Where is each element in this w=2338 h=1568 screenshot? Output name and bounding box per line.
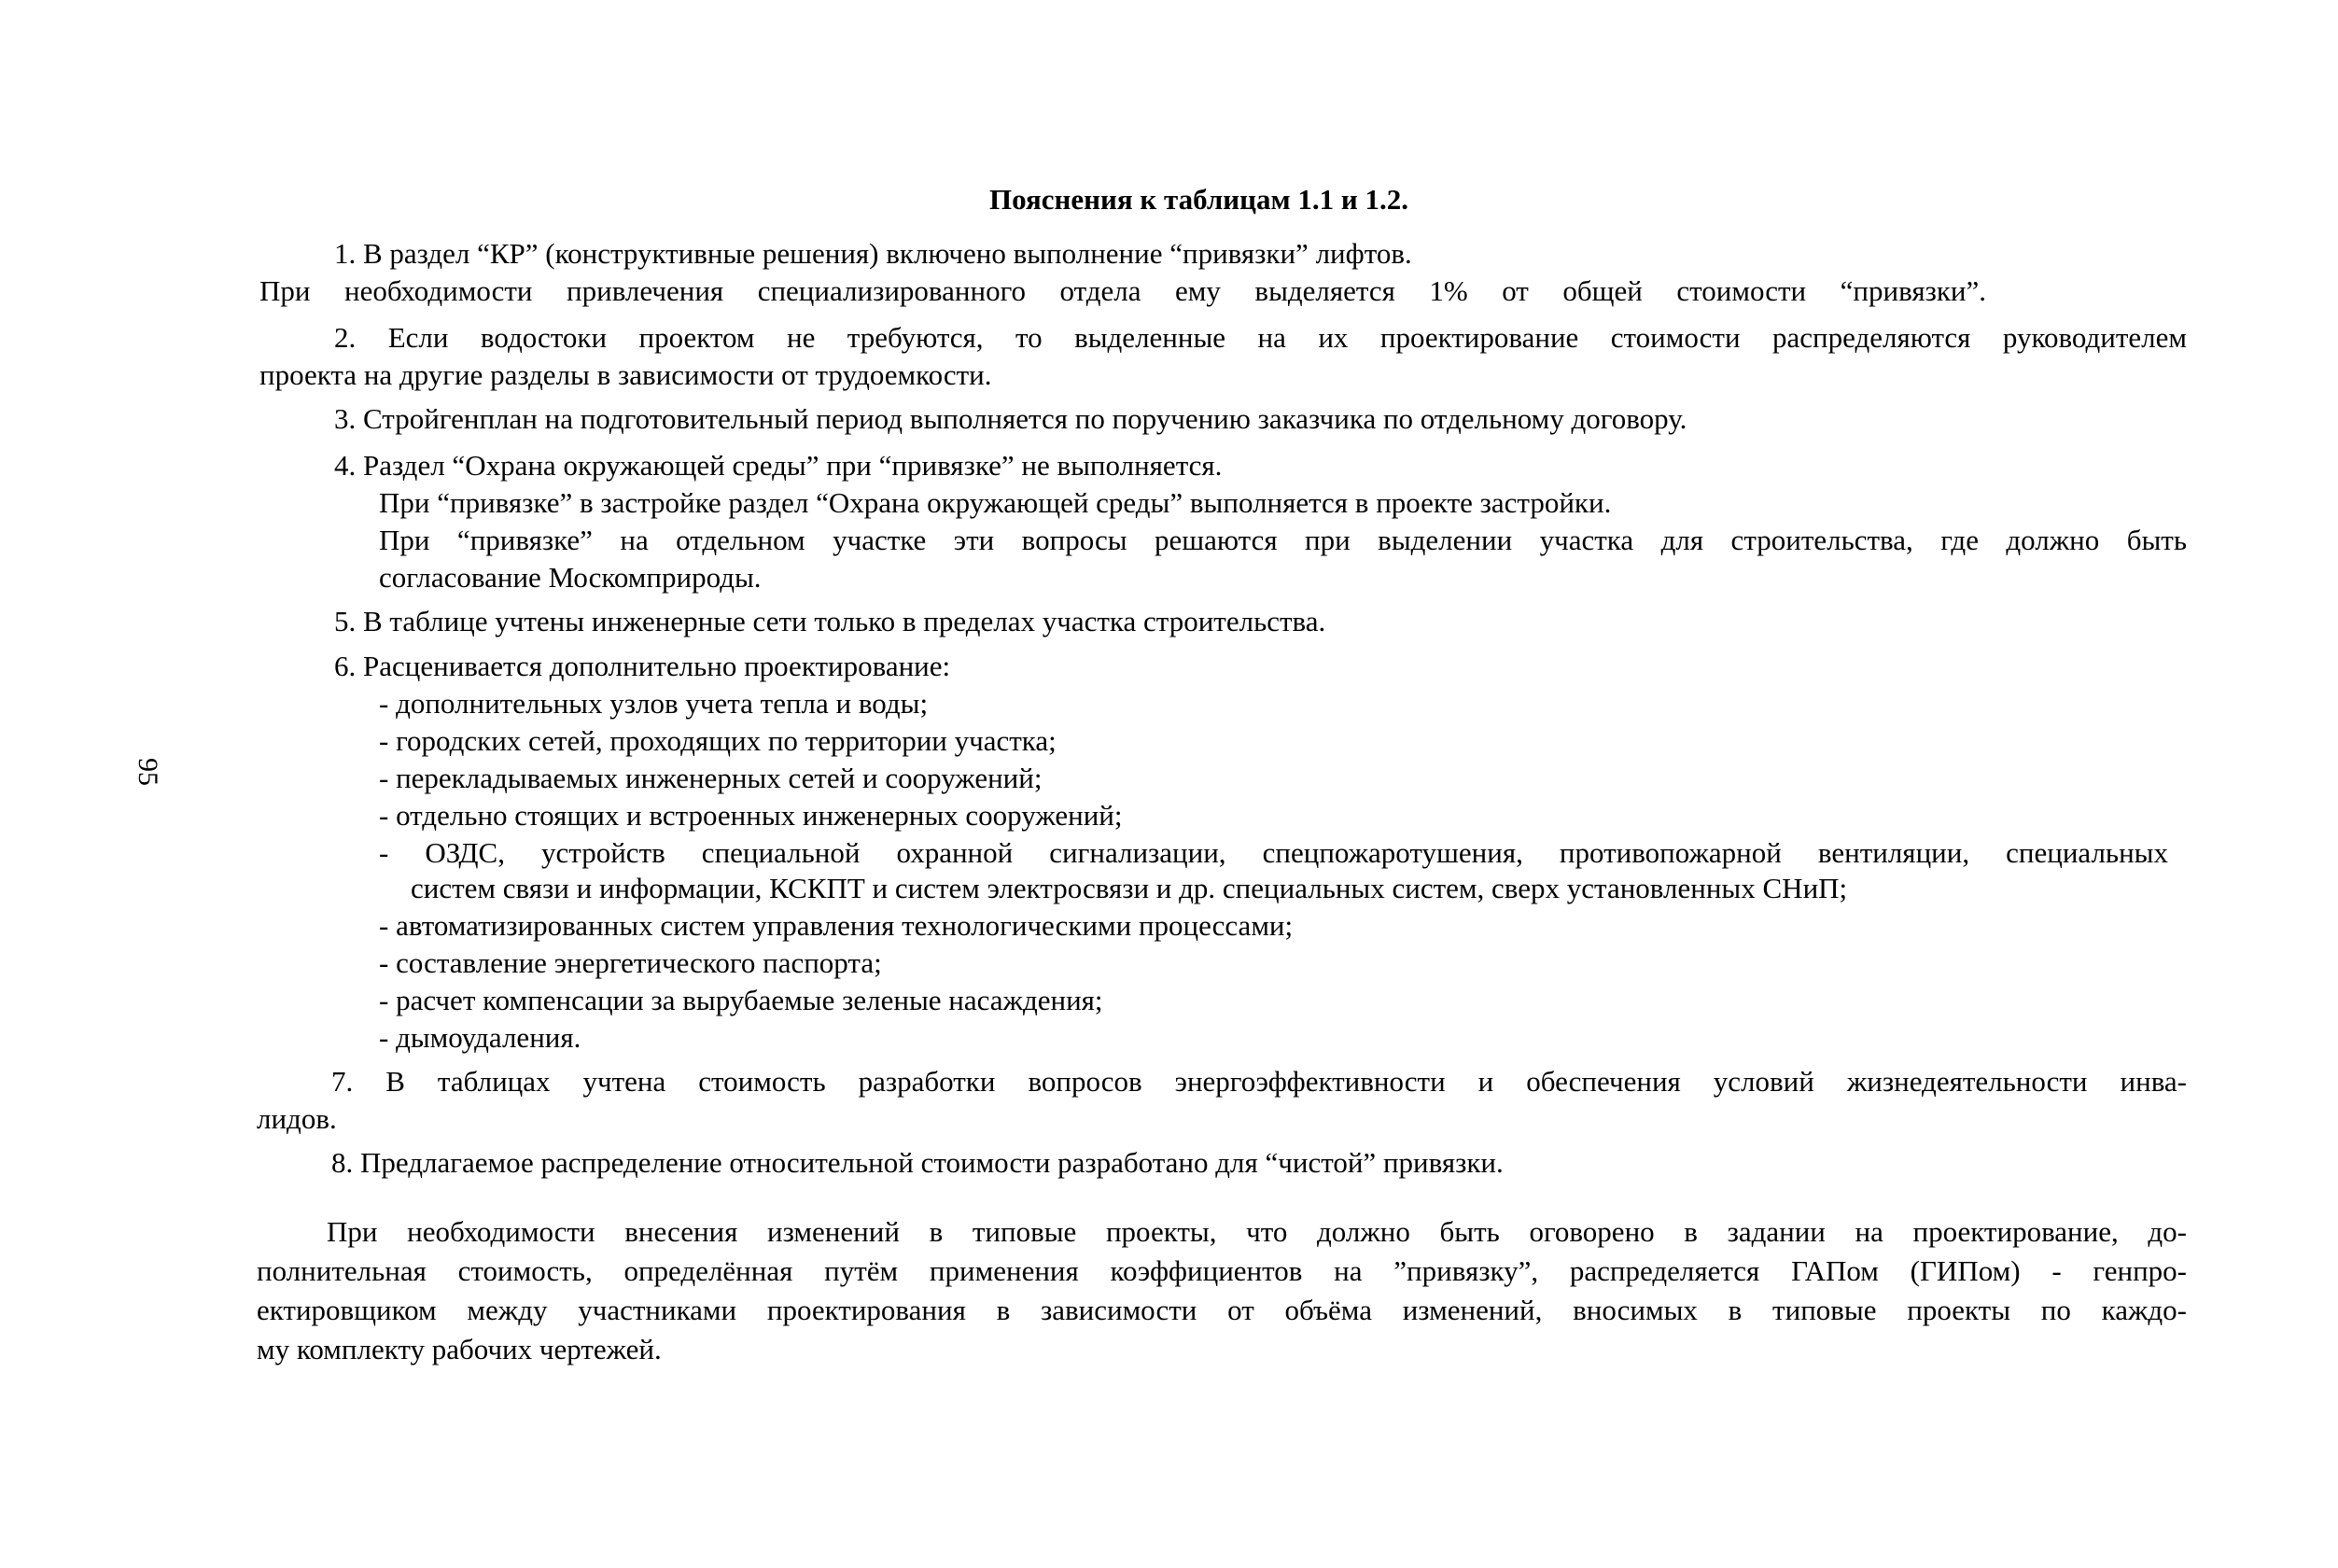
note-6-item: - дополнительных узлов учета тепла и воды; — [379, 687, 929, 720]
note-6-item: - отдельно стоящих и встроенных инженерных сооружений; — [379, 799, 1123, 832]
note-6-item: - автоматизированных систем управления технологическими процессами; — [379, 909, 1294, 942]
page-title: Пояснения к таблицам 1.1 и 1.2. — [989, 183, 1408, 216]
page-number: 95 — [133, 758, 163, 786]
note-1-line-2: При необходимости привлечения специализированного отдела ему выделяется 1% от общей стоимости “привязки”. — [259, 274, 1986, 307]
note-4-line-3: При “привязке” на отдельном участке эти вопросы решаются при выделении участка для строительства, где должно быть — [379, 524, 2187, 556]
note-1-line-1: 1. В раздел “КР” (конструктивные решения) включено выполнение “привязки” лифтов. — [334, 237, 1412, 270]
note-7-line-2: лидов. — [257, 1102, 337, 1135]
note-2-line-2: проекта на другие разделы в зависимости от трудоемкости. — [259, 358, 992, 391]
note-4-line-4: согласование Москомприроды. — [379, 561, 762, 594]
note-6-item: - городских сетей, проходящих по территории участка; — [379, 724, 1057, 757]
note-6-item-continued: систем связи и информации, КСКПТ и систем электросвязи и др. специальных систем, сверх установленных СНиП; — [411, 872, 1848, 904]
note-8: 8. Предлагаемое распределение относительной стоимости разработано для “чистой” привязки. — [331, 1146, 1504, 1179]
note-5: 5. В таблице учтены инженерные сети только в пределах участка строительства. — [334, 605, 1326, 637]
note-3: 3. Стройгенплан на подготовительный период выполняется по поручению заказчика по отдельному договору. — [334, 402, 1687, 435]
note-6-item: - ОЗДС, устройств специальной охранной сигнализации, спецпожаротушения, противопожарной вентиляции, специальных — [379, 836, 2168, 869]
note-4-line-1: 4. Раздел “Охрана окружающей среды” при “привязке” не выполняется. — [334, 449, 1223, 482]
note-7-line-1: 7. В таблицах учтена стоимость разработки вопросов энергоэффективности и обеспечения условий жизнедеятельности инва- — [331, 1065, 2187, 1098]
note-6-item: - расчет компенсации за вырубаемые зеленые насаждения; — [379, 984, 1103, 1016]
closing-paragraph-line-2: полнительная стоимость, определённая путём применения коэффициентов на ”привязку”, распределяется ГАПом (ГИПом) - генпро- — [257, 1254, 2187, 1287]
note-6-heading: 6. Расценивается дополнительно проектирование: — [334, 650, 951, 682]
note-4-line-2: При “привязке” в застройке раздел “Охрана окружающей среды” выполняется в проекте застройки. — [379, 486, 1612, 519]
closing-paragraph-line-3: ектировщиком между участниками проектирования в зависимости от объёма изменений, вносимых в типовые проекты по каждо- — [257, 1294, 2187, 1326]
note-6-item: - перекладываемых инженерных сетей и сооружений; — [379, 762, 1043, 794]
closing-paragraph-line-1: При необходимости внесения изменений в типовые проекты, что должно быть оговорено в задании на проектирование, до- — [327, 1215, 2187, 1248]
note-6-item: - дымоудаления. — [379, 1021, 581, 1054]
closing-paragraph-line-4: му комплекту рабочих чертежей. — [257, 1333, 662, 1365]
note-6-item: - составление энергетического паспорта; — [379, 946, 882, 979]
note-2-line-1: 2. Если водостоки проектом не требуются, то выделенные на их проектирование стоимости распределяются руководителем — [334, 321, 2187, 354]
